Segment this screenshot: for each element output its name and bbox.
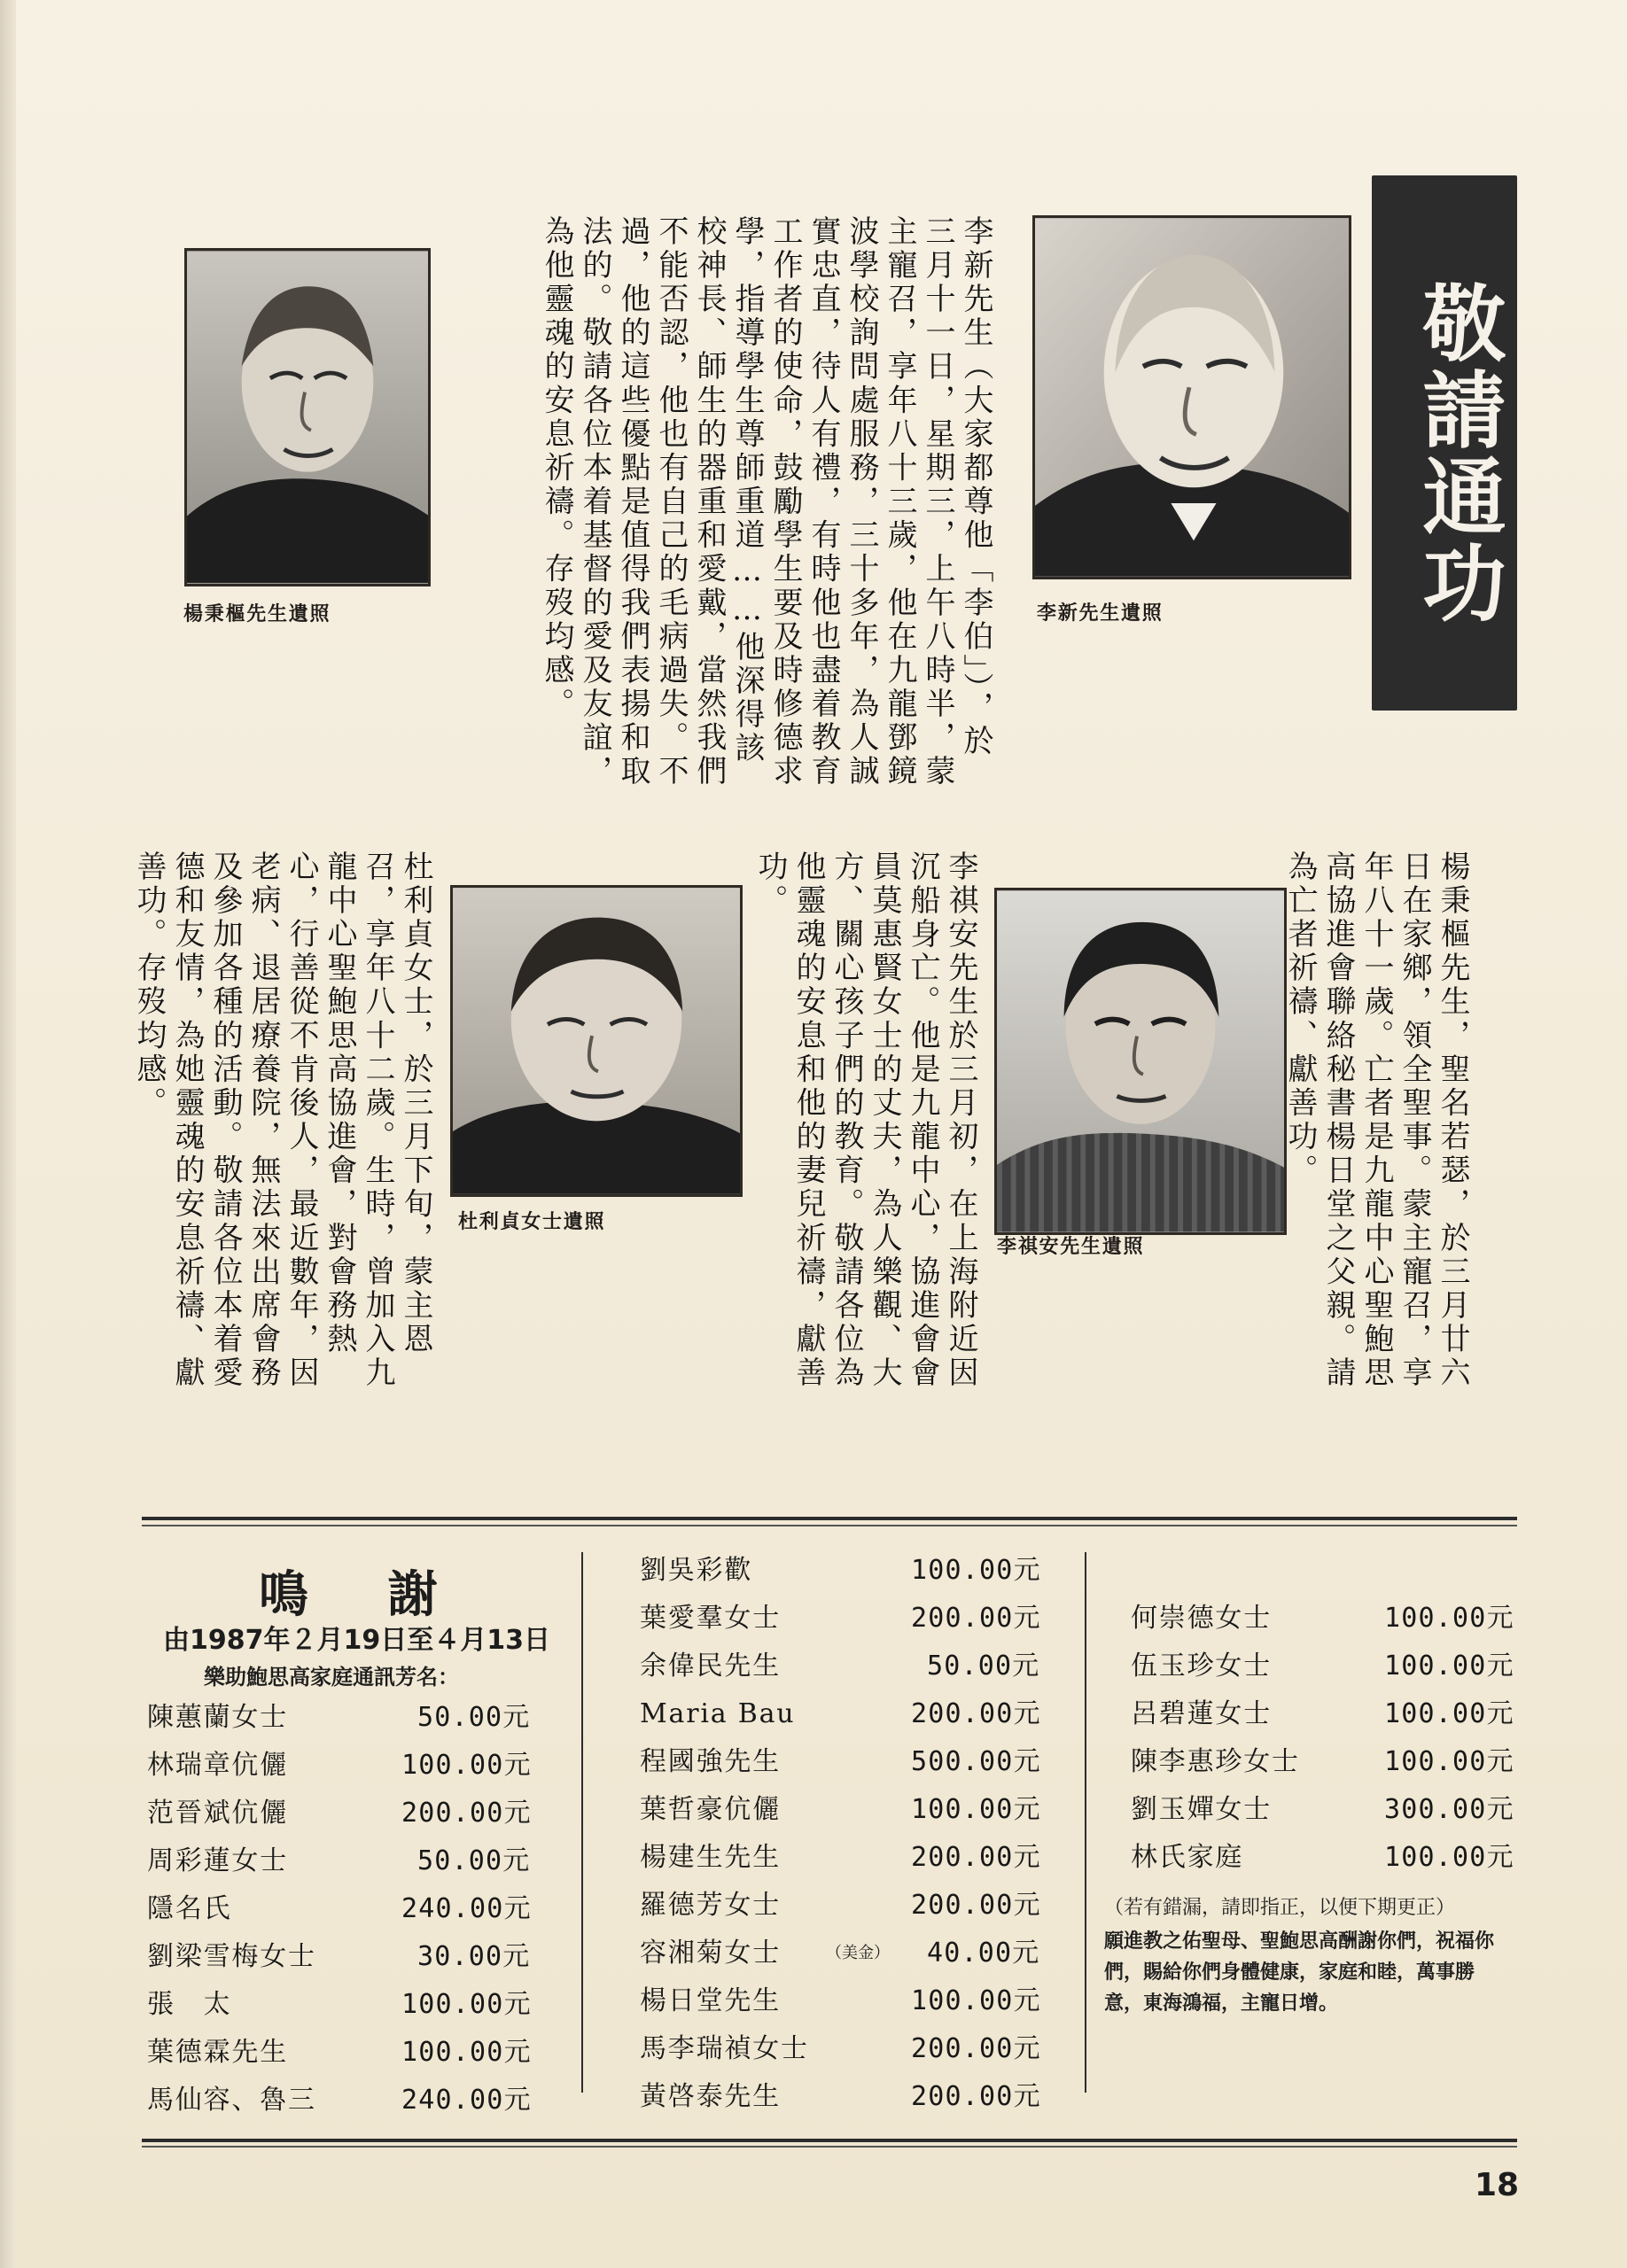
donor-name: 羅德芳女士 (640, 1890, 781, 1921)
donor-row (640, 1839, 1047, 1876)
blessing-text: 願進教之佑聖母、聖鮑思高酬謝你們，祝福你們，賜給你們身體健康，家庭和睦，萬事勝意，東海鴻福，主寵日增。 (1104, 1930, 1495, 2015)
donor-amount: 100.00元 (401, 1989, 532, 2020)
donor-name: 葉哲豪伉儷 (640, 1794, 781, 1825)
acknowledgement-note (1104, 1894, 1512, 2019)
correction-note: （若有錯漏，請即指正，以便下期更正） (1104, 1897, 1456, 1919)
donor-amount: 100.00元 (1384, 1842, 1514, 1873)
donor-row (1131, 1600, 1512, 1637)
caption-li-xin: 李新先生遺照 (1037, 602, 1164, 625)
donor-row (147, 1986, 532, 2023)
portrait-li-qi-an (994, 888, 1287, 1235)
donor-name: 何崇德女士 (1131, 1603, 1272, 1634)
donor-name: 伍玉珍女士 (1131, 1651, 1272, 1682)
donor-row (1131, 1696, 1512, 1733)
donor-amount: 100.00元 (1384, 1698, 1514, 1729)
donor-row (640, 1935, 1047, 1972)
donor-row (147, 1891, 532, 1928)
acknowledgement-title: 鳴 謝 (259, 1566, 453, 1624)
obituary-text-yang-bing-shu: 楊秉樞先生，聖名若瑟，於三月廿六日在家鄉，領全聖事。蒙主寵召，享年八十一歲。亡者是九龍中心聖鮑思高協進會聯絡秘書楊日堂之父親。請為亡者祈禱、獻善功。 (1282, 850, 1470, 1391)
donor-amount: 200.00元 (911, 1603, 1041, 1634)
donor-row (147, 1843, 531, 1880)
donor-name: 葉德霖先生 (147, 2037, 288, 2068)
portrait-li-xin (1032, 215, 1351, 579)
section-rule-bottom-thin (142, 2146, 1517, 2148)
section-rule-top (142, 1517, 1517, 1520)
section-rule-bottom (142, 2139, 1517, 2142)
obituary-text-li-xin: 李新先生（大家都尊他「李伯」），於三月十一日，星期三，上午八時半，蒙主寵召，享年八十三歲，他在九龍鄧鏡波學校詢問處服務，三十多年，為人誠實忠直，待人有禮，有時他也盡着教育工作者的使命，鼓勵學生要及時修德求學，指導學生尊師重道……他深得該校神長、師生的器重和愛戴，當然我們不能否認，他也有自己的毛病過失。不過，他的這些優點是值得我們表揚和取法的。敬請各位本着基督的愛及友誼，為他靈魂的安息祈禱。存歿均感。 (539, 215, 993, 789)
donor-row (640, 1983, 1047, 2020)
donor-currency-note: （美金） (826, 1944, 890, 1962)
section-rule-top-thin (142, 1525, 1517, 1526)
donor-amount: 30.00元 (417, 1941, 531, 1972)
caption-li-qi-an: 李祺安先生遺照 (997, 1236, 1145, 1258)
portrait-du-li-zhen-image (453, 888, 740, 1194)
donor-amount: 100.00元 (911, 1985, 1041, 2016)
donor-amount: 200.00元 (911, 1890, 1041, 1921)
donor-amount: 200.00元 (911, 1698, 1041, 1729)
caption-du-li-zhen: 杜利貞女士遺照 (458, 1211, 606, 1233)
donor-name: 劉吳彩歡 (640, 1555, 753, 1586)
donor-row (640, 2031, 1047, 2068)
donor-amount: 200.00元 (401, 1798, 532, 1829)
donor-amount: 50.00元 (417, 1845, 531, 1876)
donor-row (640, 1887, 1047, 1924)
donor-name: 容湘菊女士 (640, 1938, 781, 1969)
column-divider-1 (581, 1552, 583, 2093)
donor-amount: 50.00元 (417, 1702, 531, 1733)
donor-name: 林氏家庭 (1131, 1842, 1244, 1873)
donor-name: 程國強先生 (640, 1746, 781, 1777)
donor-name: 楊建生先生 (640, 1842, 781, 1873)
donor-amount: 100.00元 (1384, 1603, 1514, 1634)
donor-name: 周彩蓮女士 (147, 1845, 288, 1876)
donor-name: 陳蕙蘭女士 (147, 1702, 288, 1733)
donor-name: 陳李惠珍女士 (1131, 1746, 1300, 1777)
donor-amount: 500.00元 (911, 1746, 1041, 1777)
donor-row (1131, 1839, 1512, 1876)
column-divider-2 (1085, 1552, 1086, 2093)
donor-row (640, 1648, 1047, 1685)
donor-amount: 200.00元 (911, 2033, 1041, 2064)
donor-name: 范晉斌伉儷 (147, 1798, 288, 1829)
donor-amount: 100.00元 (1384, 1746, 1514, 1777)
donor-amount: 200.00元 (911, 1842, 1041, 1873)
donor-row (640, 1696, 1047, 1733)
donor-amount: 40.00元 (927, 1938, 1040, 1969)
acknowledgement-period: 由1987年２月19日至４月13日 (163, 1625, 550, 1656)
donor-name: 張 太 (147, 1989, 232, 2020)
donor-row (640, 1600, 1047, 1637)
page-gutter (0, 0, 16, 2268)
donor-amount: 240.00元 (401, 2085, 532, 2116)
donor-row (147, 2082, 532, 2119)
headline: 敬請通功 (1372, 175, 1517, 711)
donor-row (147, 2034, 532, 2071)
donor-amount: 100.00元 (911, 1555, 1041, 1586)
donor-row (1131, 1744, 1512, 1781)
donor-row (640, 1552, 1047, 1589)
donor-amount: 100.00元 (1384, 1651, 1514, 1682)
donor-amount: 240.00元 (401, 1893, 532, 1924)
donor-amount: 300.00元 (1384, 1794, 1514, 1825)
obituary-text-li-qi-an: 李祺安先生於三月初，在上海附近因沉船身亡。他是九龍中心，協進會會員莫惠賢女士的丈夫，為人樂觀、大方、關心孩子們的教育。敬請各位為他靈魂的安息和他的妻兒祈禱，獻善功。 (752, 850, 978, 1391)
donor-amount: 100.00元 (401, 2037, 532, 2068)
obituary-text-du-li-zhen: 杜利貞女士，於三月下旬，蒙主恩召，享年八十二歲。生時，曾加入九龍中心聖鮑思高協進會，對會務熱心，行善從不肯後人，最近數年，因老病、退居療養院，無法來出席會務及參加各種的活動。敬請各位本着愛德和友情，為她靈魂的安息祈禱、獻善功。存歿均感。 (131, 850, 433, 1391)
donor-name: 隱名氏 (147, 1893, 232, 1924)
donor-name: 劉梁雪梅女士 (147, 1941, 316, 1972)
donor-name: 余偉民先生 (640, 1651, 781, 1682)
donor-row (147, 1795, 532, 1832)
donor-amount: 100.00元 (911, 1794, 1041, 1825)
acknowledgement-subtitle: 樂助鮑思高家庭通訊芳名： (204, 1665, 459, 1689)
donor-amount: 50.00元 (927, 1651, 1040, 1682)
donor-row (640, 1744, 1047, 1781)
caption-yang-bing-shu: 楊秉樞先生遺照 (183, 603, 331, 625)
donor-name: 馬李瑞禎女士 (640, 2033, 809, 2064)
donor-amount: 200.00元 (911, 2081, 1041, 2112)
donor-name: 劉玉嬋女士 (1131, 1794, 1272, 1825)
donor-row (147, 1699, 531, 1736)
donor-name: Maria Bau (640, 1698, 796, 1729)
donor-row (640, 1791, 1047, 1829)
donor-name: 楊日堂先生 (640, 1985, 781, 2016)
portrait-li-qi-an-image (997, 890, 1284, 1232)
donor-row (1131, 1648, 1512, 1685)
donor-name: 林瑞章伉儷 (147, 1750, 288, 1781)
portrait-du-li-zhen (450, 885, 743, 1197)
donor-amount: 100.00元 (401, 1750, 532, 1781)
page-number: 18 (1475, 2167, 1520, 2203)
donor-row (640, 2078, 1047, 2116)
donor-row (147, 1938, 531, 1976)
donor-row (147, 1747, 532, 1784)
portrait-yang-bing-shu (184, 248, 431, 586)
donor-name: 黃啓泰先生 (640, 2081, 781, 2112)
portrait-yang-bing-shu-image (187, 251, 428, 584)
donor-name: 馬仙容、魯三 (147, 2085, 316, 2116)
donor-row (1131, 1791, 1512, 1829)
donor-name: 葉愛羣女士 (640, 1603, 781, 1634)
donor-name: 呂碧蓮女士 (1131, 1698, 1272, 1729)
portrait-li-xin-image (1035, 218, 1349, 577)
